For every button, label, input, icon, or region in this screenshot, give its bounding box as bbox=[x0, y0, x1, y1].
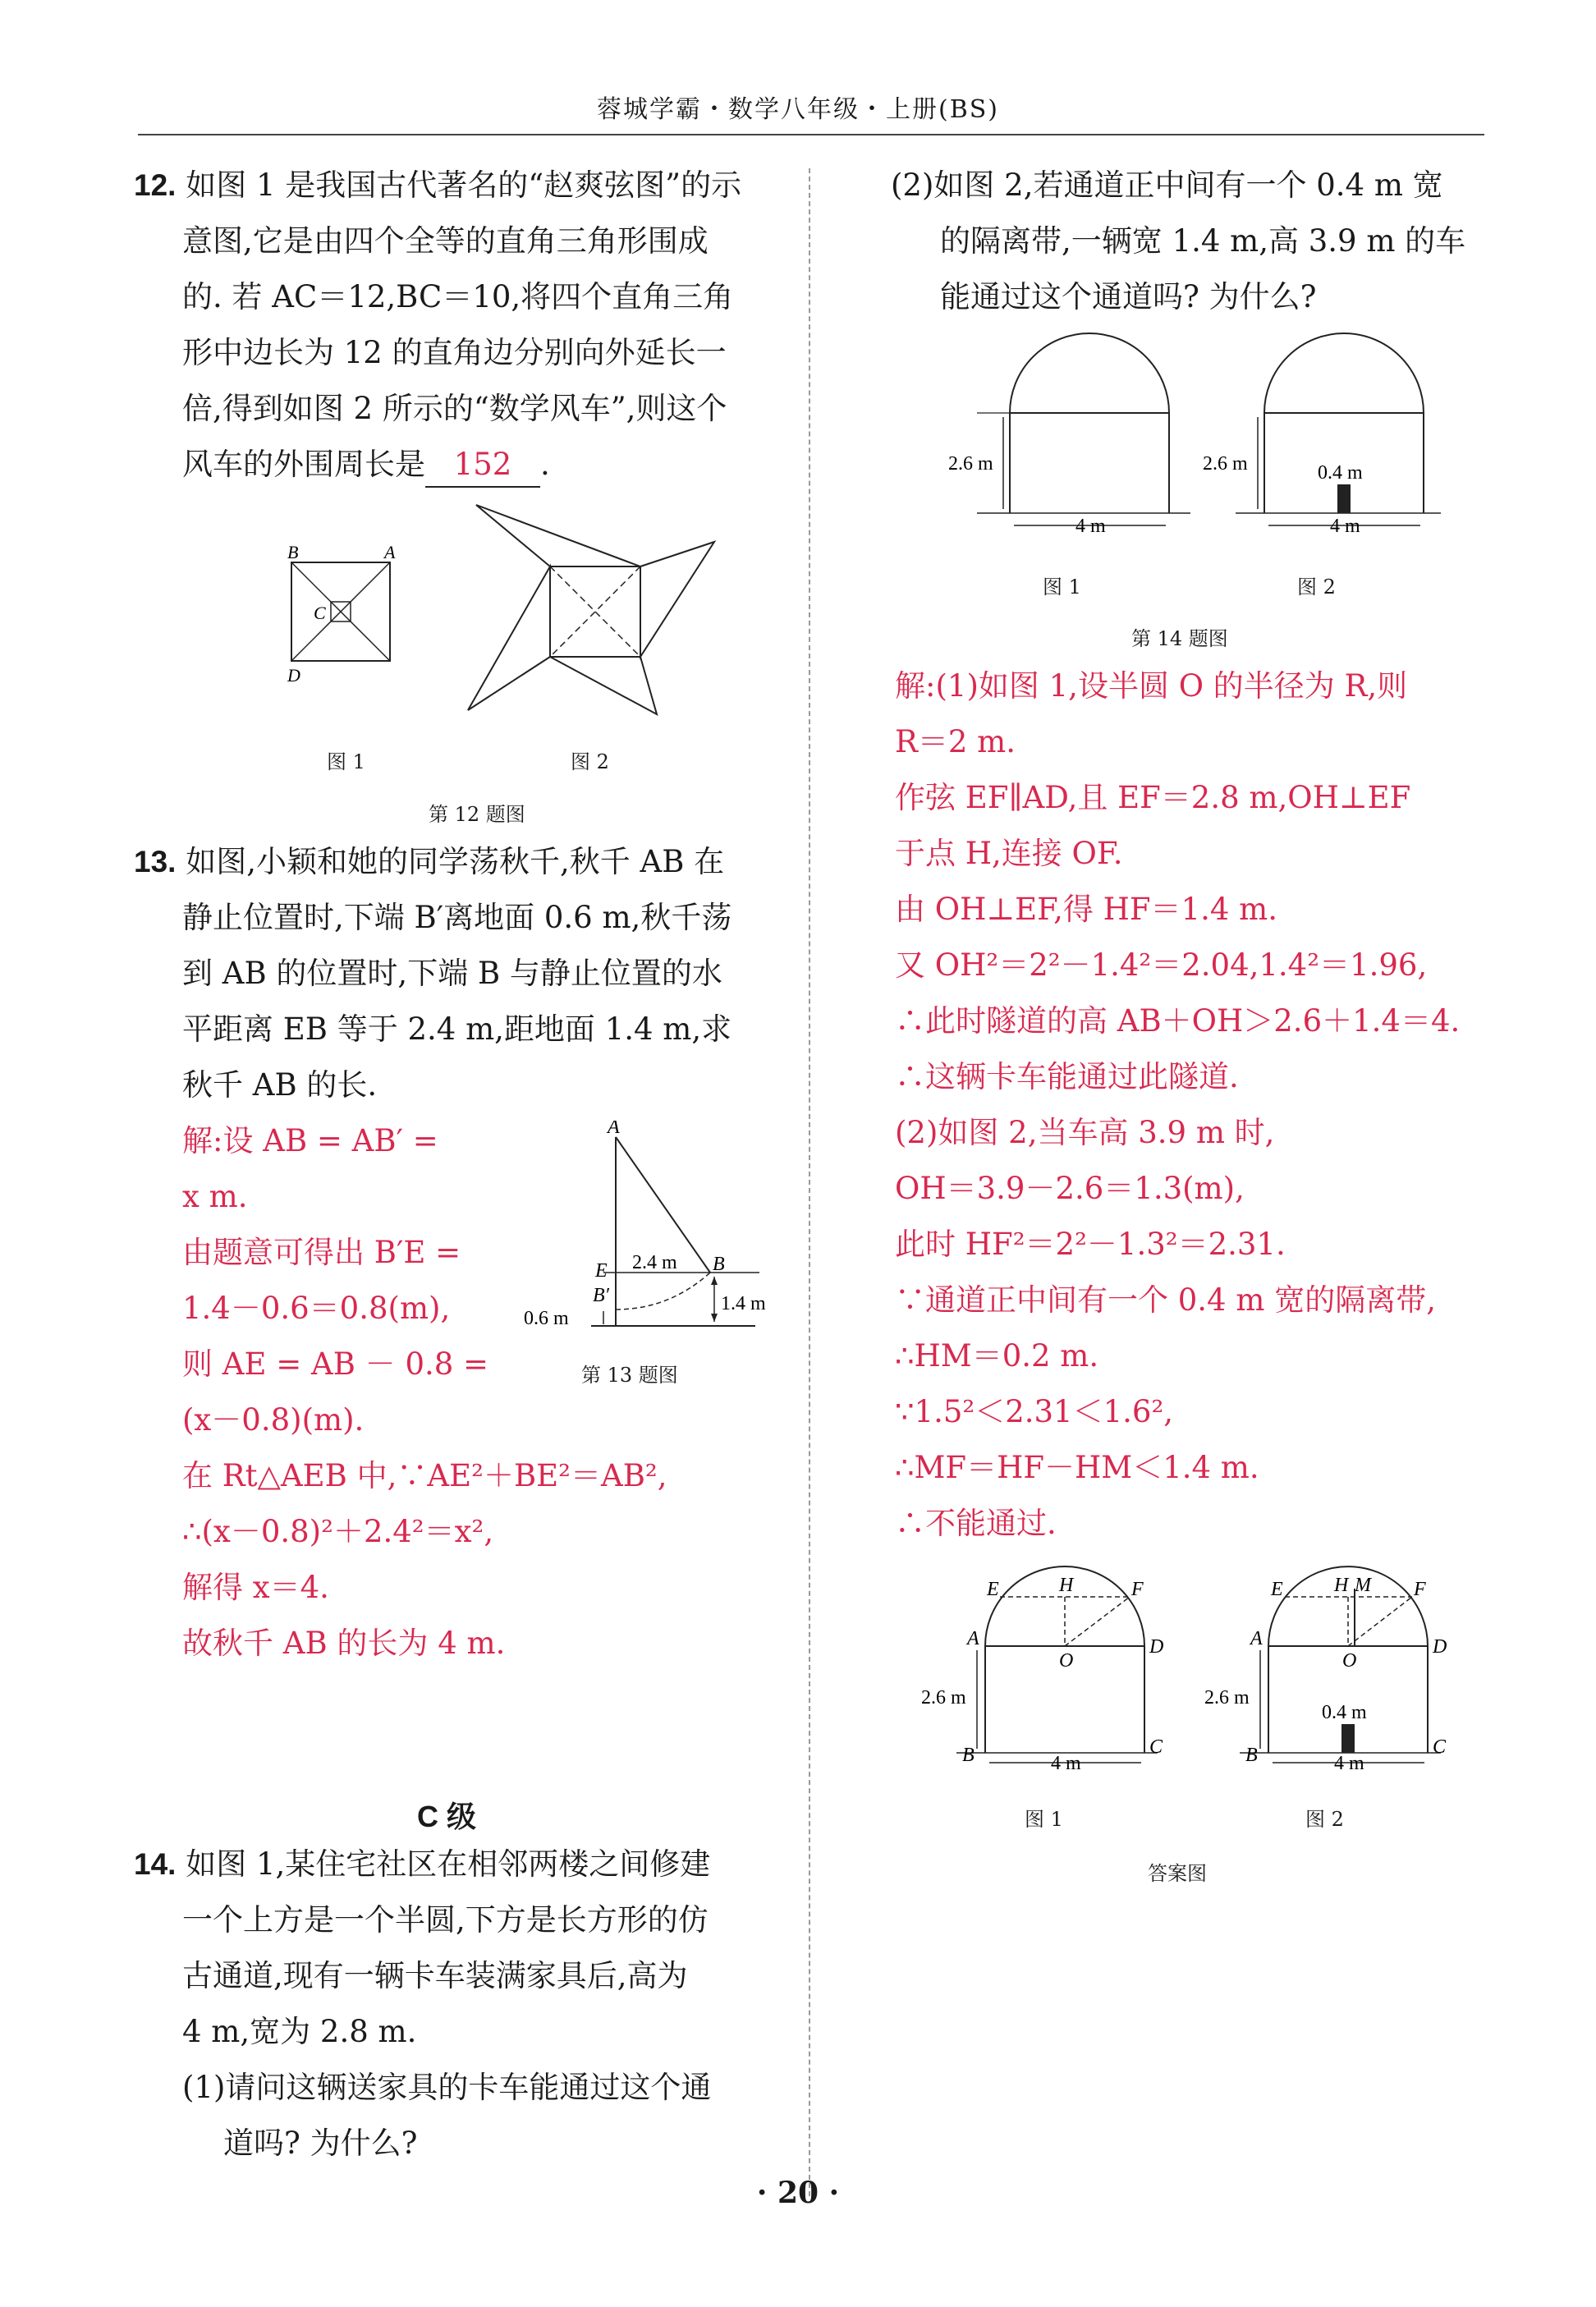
svg-text:4 m: 4 m bbox=[1051, 1753, 1081, 1774]
q12-fig1-caption: 图 1 bbox=[327, 750, 365, 773]
label-1-4m: 1.4 m bbox=[721, 1293, 766, 1314]
svg-text:2.6 m: 2.6 m bbox=[948, 453, 993, 475]
q14-figure-title: 第 14 题图 bbox=[1131, 627, 1228, 650]
q12-fig2-caption: 图 2 bbox=[571, 750, 609, 773]
svg-text:A: A bbox=[1250, 1628, 1263, 1649]
label-0-6m: 0.6 m bbox=[524, 1308, 569, 1329]
label-B: B bbox=[287, 542, 299, 562]
svg-text:E: E bbox=[987, 1579, 999, 1600]
q14-figures bbox=[928, 328, 1519, 566]
svg-text:C: C bbox=[1149, 1736, 1163, 1758]
level-c-heading: C 级 bbox=[417, 1800, 477, 1833]
label-B: B bbox=[713, 1254, 725, 1275]
svg-text:B: B bbox=[1245, 1745, 1258, 1766]
q14-fig2-caption: 图 2 bbox=[1297, 576, 1336, 599]
svg-text:0.4 m: 0.4 m bbox=[1318, 462, 1363, 484]
svg-text:H: H bbox=[1334, 1575, 1349, 1596]
q14-answer-figures bbox=[911, 1564, 1502, 1802]
page-number: · 20 · bbox=[756, 2176, 840, 2210]
svg-text:0.4 m: 0.4 m bbox=[1322, 1702, 1367, 1723]
svg-text:H: H bbox=[1059, 1575, 1074, 1596]
svg-text:2.6 m: 2.6 m bbox=[1203, 453, 1248, 475]
label-E: E bbox=[595, 1260, 608, 1282]
svg-text:C: C bbox=[1433, 1736, 1447, 1758]
q13-figure bbox=[517, 1121, 796, 1351]
q12-figure-2 bbox=[456, 497, 735, 727]
svg-text:2.6 m: 2.6 m bbox=[921, 1687, 966, 1708]
svg-text:D: D bbox=[1149, 1636, 1164, 1658]
svg-text:O: O bbox=[1342, 1650, 1357, 1672]
answer-blank-12: 152 bbox=[425, 443, 540, 488]
label-B-prime: B′ bbox=[593, 1285, 609, 1306]
answer-figure-title: 答案图 bbox=[1148, 1862, 1207, 1885]
answer-fig2-caption: 图 2 bbox=[1305, 1808, 1344, 1831]
label-D: D bbox=[287, 665, 300, 686]
column-divider bbox=[809, 168, 810, 2196]
svg-text:E: E bbox=[1271, 1579, 1283, 1600]
svg-text:F: F bbox=[1131, 1579, 1144, 1600]
svg-text:F: F bbox=[1414, 1579, 1426, 1600]
svg-text:M: M bbox=[1355, 1575, 1371, 1596]
q14-fig1-caption: 图 1 bbox=[1043, 576, 1081, 599]
svg-text:4 m: 4 m bbox=[1330, 516, 1360, 537]
svg-text:D: D bbox=[1433, 1636, 1447, 1658]
answer-fig1-caption: 图 1 bbox=[1025, 1808, 1063, 1831]
q12-figure-1 bbox=[271, 534, 419, 698]
svg-text:O: O bbox=[1059, 1650, 1074, 1672]
label-A: A bbox=[384, 542, 396, 562]
label-2-4m: 2.4 m bbox=[632, 1252, 677, 1273]
page-header: 蓉城学霸・数学八年级・上册(BS) bbox=[596, 95, 999, 124]
svg-text:A: A bbox=[967, 1628, 979, 1649]
q13-figure-title: 第 13 题图 bbox=[581, 1364, 678, 1387]
svg-text:4 m: 4 m bbox=[1334, 1753, 1364, 1774]
label-C: C bbox=[314, 603, 326, 623]
q12-figure-title: 第 12 题图 bbox=[429, 803, 525, 826]
svg-text:B: B bbox=[962, 1745, 975, 1766]
label-A: A bbox=[608, 1121, 620, 1138]
header-rule bbox=[138, 134, 1484, 135]
svg-text:4 m: 4 m bbox=[1075, 516, 1106, 537]
svg-text:2.6 m: 2.6 m bbox=[1204, 1687, 1250, 1708]
